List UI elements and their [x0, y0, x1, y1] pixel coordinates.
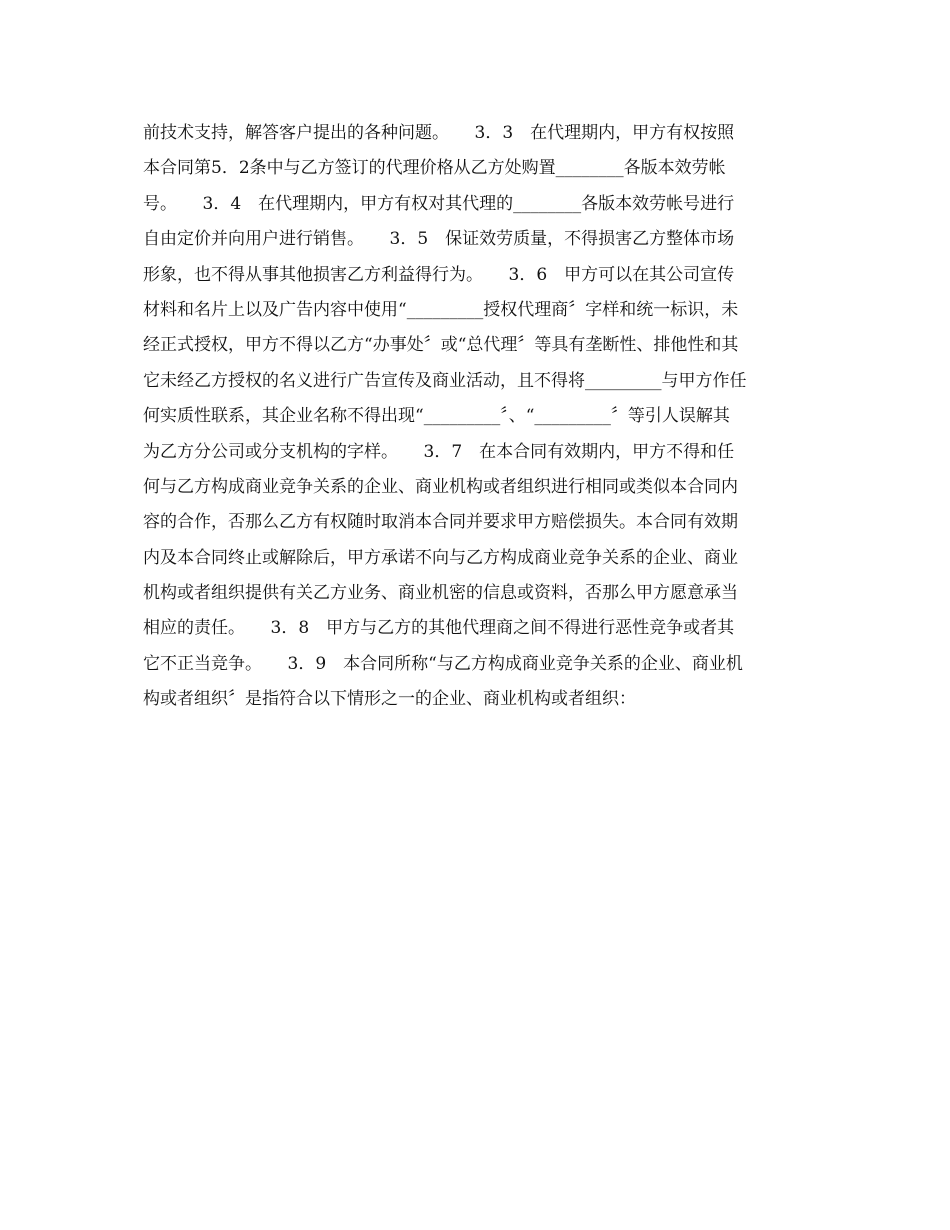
text-line: 材料和名片上以及广告内容中使用“_________授权代理商〞字样和统一标识，未 — [143, 299, 739, 320]
text-line: 内及本合同终止或解除后，甲方承诺不向与乙方构成商业竞争关系的企业、商业 — [143, 547, 738, 568]
text-line: 机构或者组织提供有关乙方业务、商业机密的信息或资料，否那么甲方愿意承当 — [143, 583, 738, 604]
text-line: 它未经乙方授权的名义进行广告宣传及商业活动，且不得将_________与甲方作任 — [143, 370, 747, 391]
text-line: 自由定价并向用户进行销售。 3．5 保证效劳质量，不得损害乙方整体市场 — [143, 229, 735, 250]
contract-body-text — [143, 116, 823, 718]
text-line: 号。 3．4 在代理期内，甲方有权对其代理的________各版本效劳帐号进行 — [143, 193, 735, 214]
text-line: 形象，也不得从事其他损害乙方利益得行为。 3．6 甲方可以在其公司宣传 — [143, 264, 735, 285]
text-line: 何实质性联系，其企业名称不得出现“_________〞、“_________〞等引人误解其 — [143, 406, 730, 427]
text-line: 构或者组织〞是指符合以下情形之一的企业、商业机构或者组织： — [143, 689, 636, 710]
text-line: 何与乙方构成商业竞争关系的企业、商业机构或者组织进行相同或类似本合同内 — [143, 476, 738, 497]
text-line: 经正式授权，甲方不得以乙方“办事处〞或“总代理〞等具有垄断性、排他性和其 — [143, 335, 739, 356]
text-line: 前技术支持，解答客户提出的各种问题。 3．3 在代理期内，甲方有权按照 — [143, 123, 735, 143]
text-line: 容的合作，否那么乙方有权随时取消本合同并要求甲方赔偿损失。本合同有效期 — [143, 512, 738, 533]
text-line: 本合同第5．2条中与乙方签订的代理价格从乙方处购置________各版本效劳帐 — [143, 158, 726, 179]
text-line: 它不正当竞争。 3．9 本合同所称“与乙方构成商业竞争关系的企业、商业机 — [143, 653, 743, 674]
text-line: 相应的责任。 3．8 甲方与乙方的其他代理商之间不得进行恶性竞争或者其 — [143, 618, 735, 639]
text-line: 为乙方分公司或分支机构的字样。 3．7 在本合同有效期内，甲方不得和任 — [143, 441, 735, 462]
